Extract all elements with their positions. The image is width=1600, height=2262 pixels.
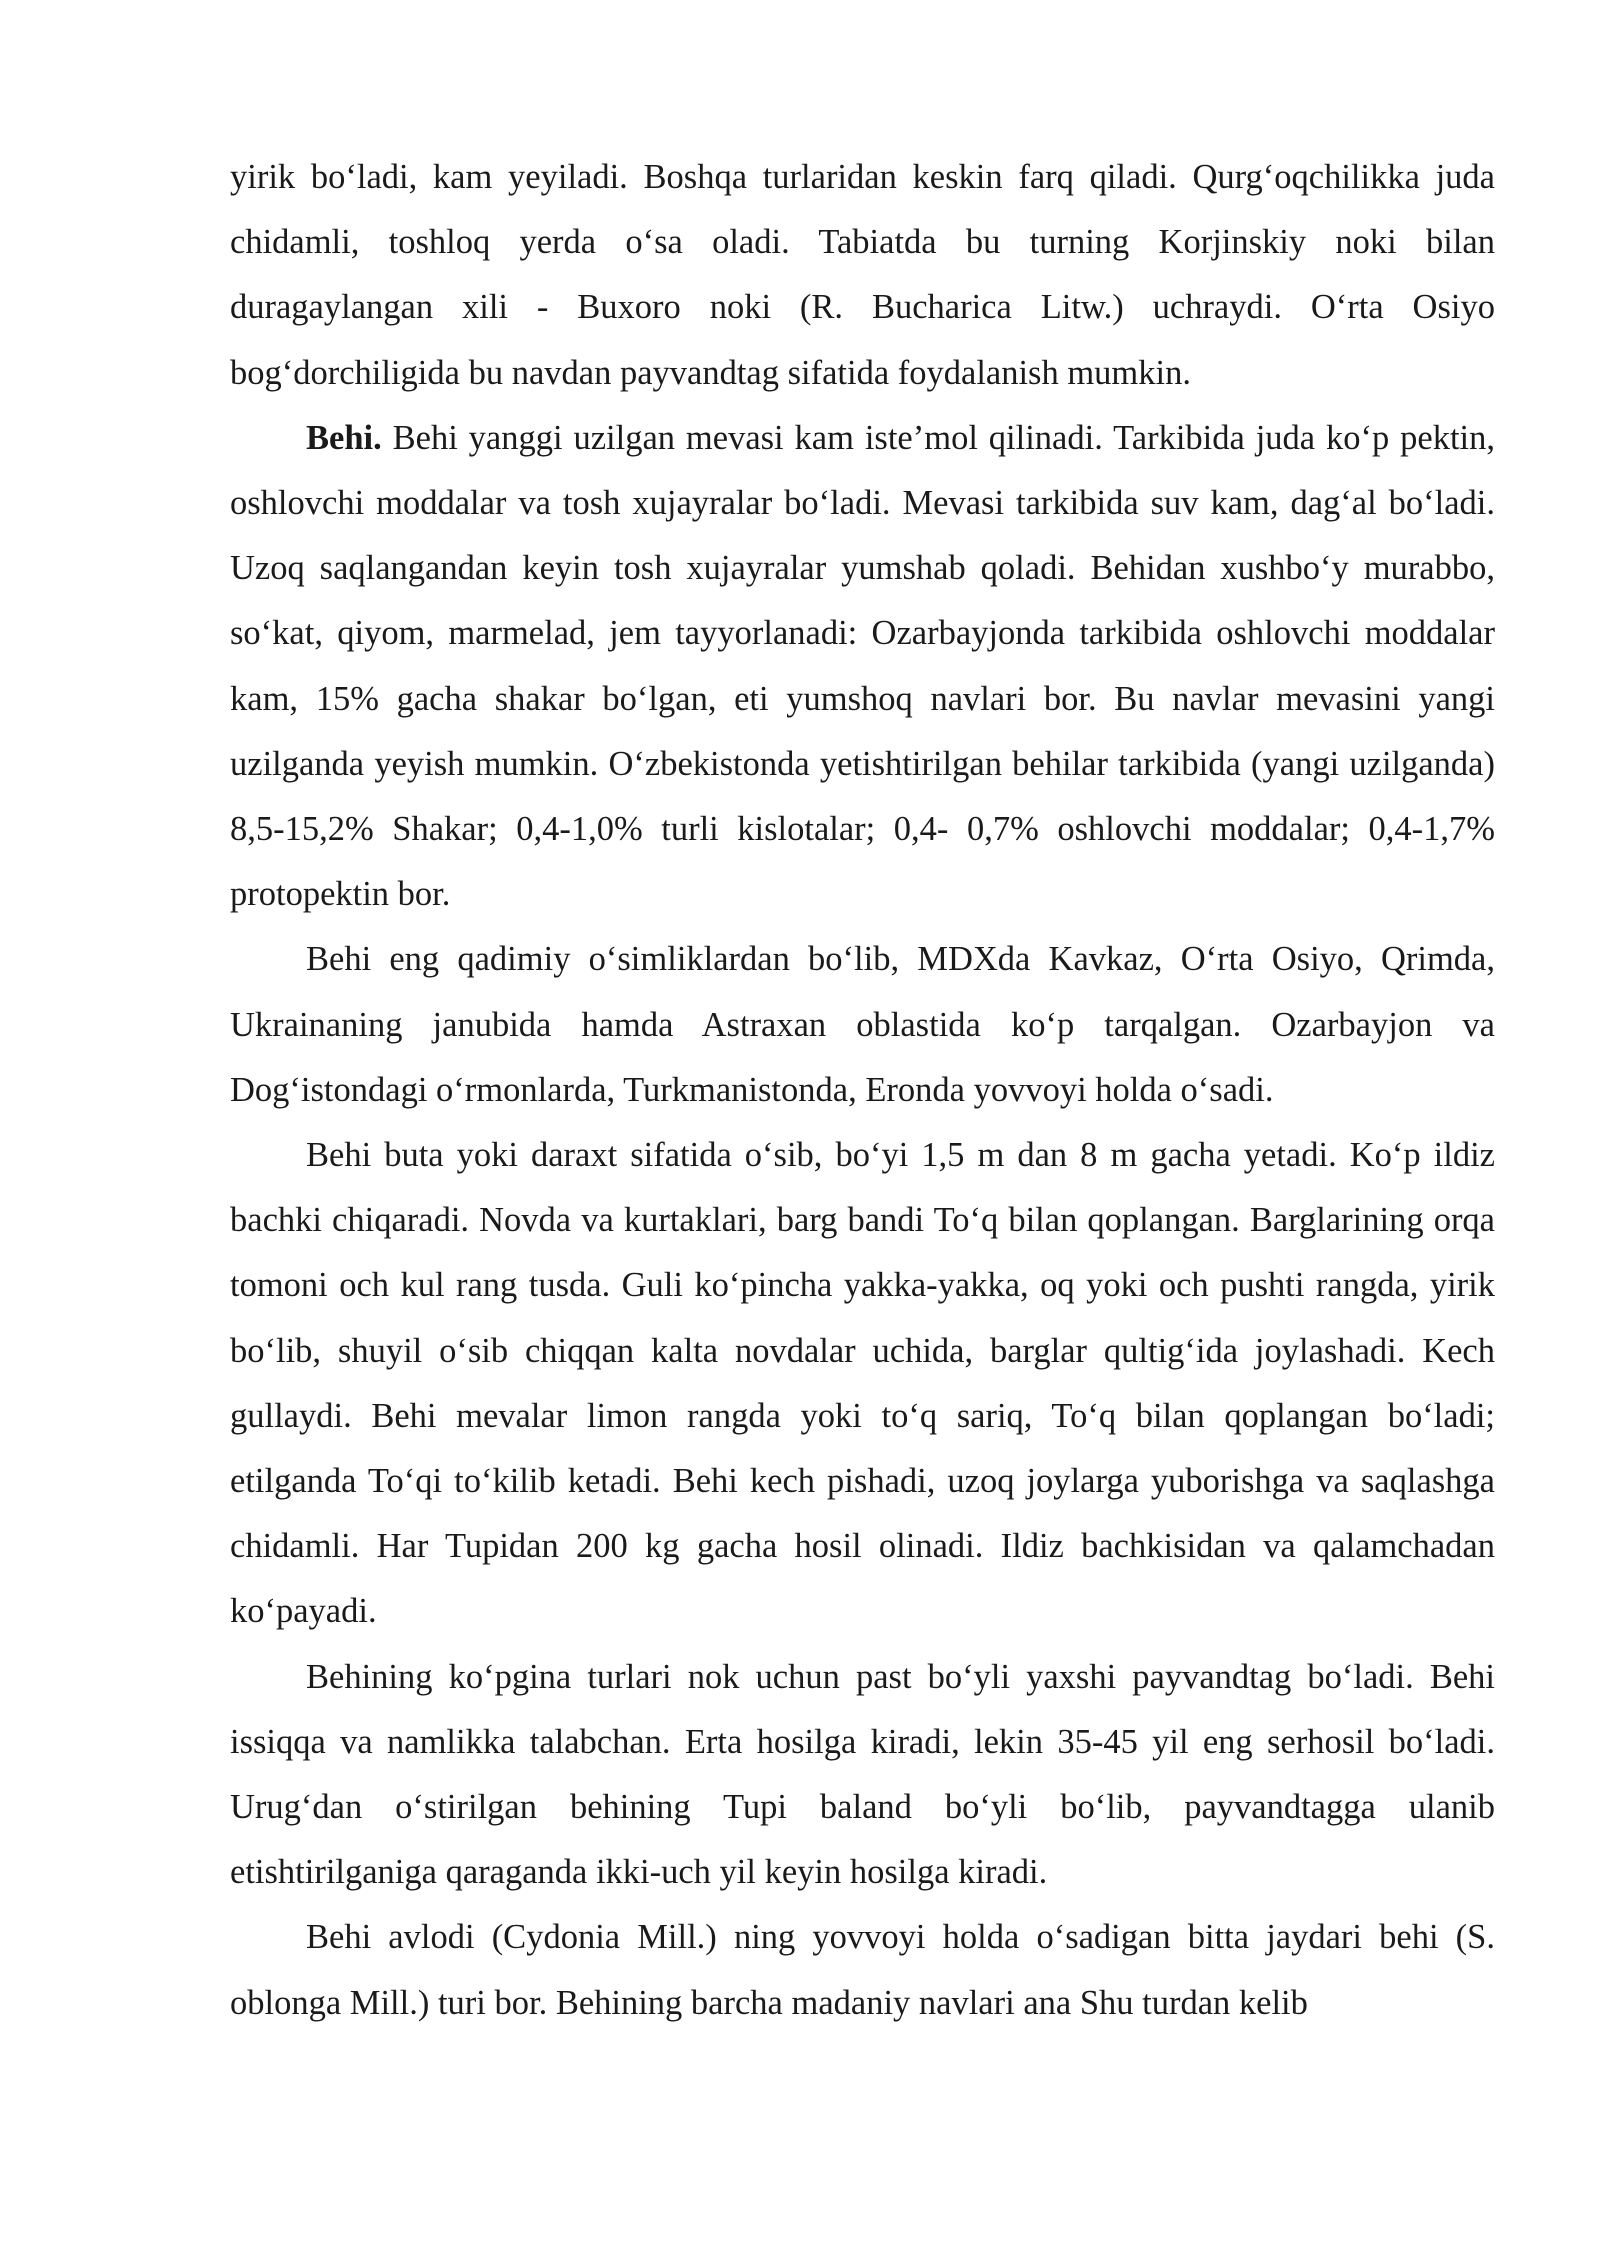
paragraph-behi-rootstock <box>230 1645 1495 1906</box>
paragraph-text: Behi buta yoki daraxt sifatida o‘sib, bo‘yi 1,5 m dan 8 m gacha yetadi. Ko‘p ildiz bachki chiqaradi. Novda va kurtaklari, barg bandi To‘q bilan qoplangan. Barglarining orqa tomoni och kul rang tusda. Guli ko‘pincha yakka-yakka, oq yoki och pushti rangda, yirik bo‘lib, shuyil o‘sib chiqqan kalta novdalar uchida, barglar qultig‘ida joylashadi. Kech gullaydi. Behi mevalar limon rangda yoki to‘q sariq, To‘q bilan qoplangan bo‘ladi; etilganda To‘qi to‘kilib ketadi. Behi kech pishadi, uzoq joylarga yuborishga va saqlashga chidamli. Har Tupidan 200 kg gacha hosil olinadi. Ildiz bachkisidan va qalamchadan ko‘payadi. <box>230 1136 1495 1631</box>
paragraph-text: Behi eng qadimiy o‘simliklardan bo‘lib, MDXda Kavkaz, O‘rta Osiyo, Qrimda, Ukrainaning janubida hamda Astraxan oblastida ko‘p tarqalgan. Ozarbayjon va Dog‘istondagi o‘rmonlarda, Turkmanistonda, Eronda yovvoyi holda o‘sadi. <box>230 940 1495 1109</box>
paragraph-buxoro-noki <box>230 145 1495 406</box>
paragraph-text: Behi avlodi (Cydonia Mill.) ning yovvoyi holda o‘sadigan bitta jaydari behi (S. oblonga Mill.) turi bor. Behining barcha madaniy navlari ana Shu turdan kelib <box>230 1918 1495 2022</box>
paragraph-behi-origin <box>230 927 1495 1123</box>
paragraph-text: Behi yanggi uzilgan mevasi kam iste’mol qilinadi. Tarkibida juda ko‘p pektin, oshlovchi moddalar va tosh xujayralar bo‘ladi. Mevasi tarkibida suv kam, dag‘al bo‘ladi. Uzoq saqlangandan keyin tosh xujayralar yumshab qoladi. Behidan xushbo‘y murabbo, so‘kat, qiyom, marmelad, jem tayyorlanadi: Ozarbayjonda tarkibida oshlovchi moddalar kam, 15% gacha shakar bo‘lgan, eti yumshoq navlari bor. Bu navlar mevasini yangi uzilganda yeyish mumkin. O‘zbekistonda yetishtirilgan behilar tarkibida (yangi uzilganda) 8,5-15,2% Shakar; 0,4-1,0% turli kislotalar; 0,4- 0,7% oshlovchi moddalar; 0,4-1,7% protopektin bor. <box>230 418 1495 914</box>
document-page <box>230 145 1495 2036</box>
paragraph-heading-behi: Behi. <box>306 418 382 457</box>
paragraph-behi-intro <box>230 406 1495 928</box>
paragraph-behi-genus <box>230 1905 1495 2035</box>
paragraph-text: yirik bo‘ladi, kam yeyiladi. Boshqa turlaridan keskin farq qiladi. Qurg‘oqchilikka juda chidamli, toshloq yerda o‘sa oladi. Tabiatda bu turning Korjinskiy noki bilan duragaylangan xili - Buxoro noki (R. Bucharica Litw.) uchraydi. O‘rta Osiyo bog‘dorchiligida bu navdan payvandtag sifatida foydalanish mumkin. <box>230 158 1495 392</box>
paragraph-text: Behining ko‘pgina turlari nok uchun past bo‘yli yaxshi payvandtag bo‘ladi. Behi issiqqa va namlikka talabchan. Erta hosilga kiradi, lekin 35-45 yil eng serhosil bo‘ladi. Urug‘dan o‘stirilgan behining Tupi baland bo‘yli bo‘lib, payvandtagga ulanib etishtirilganiga qaraganda ikki-uch yil keyin hosilga kiradi. <box>230 1657 1495 1892</box>
paragraph-behi-description <box>230 1123 1495 1645</box>
